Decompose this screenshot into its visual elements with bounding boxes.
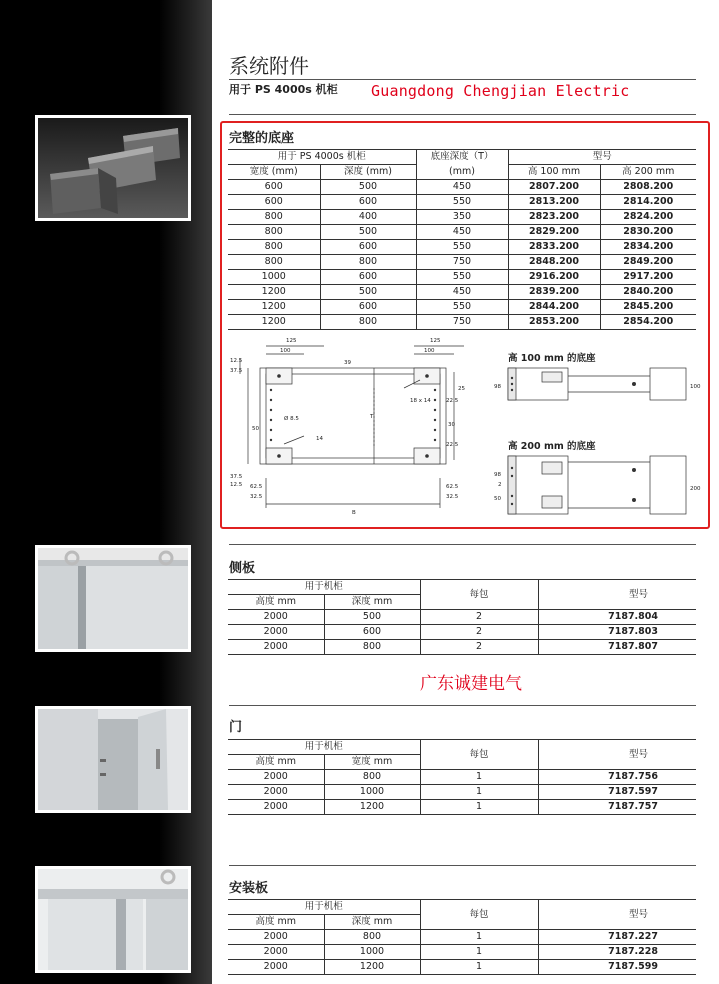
table-row [228,300,696,315]
cell-pack: 1 [420,770,538,785]
doors-rule [229,705,696,706]
cell-pack: 1 [420,945,538,960]
cell-a: 2000 [228,960,324,975]
cell-pack: 1 [420,785,538,800]
watermark-en: Guangdong Chengjian Electric [371,82,630,100]
dimension-drawing [224,328,708,524]
dim-22-5-b: 22.5 [446,442,459,448]
table-row [228,930,696,945]
mounting-plates-table [228,899,696,975]
table-row [228,210,696,225]
table-row [228,610,696,625]
base-width-cell: 800 [228,225,320,240]
table-row [228,800,696,815]
model-h200-cell: 2854.200 [600,315,696,330]
table-row [228,240,696,255]
base-t-cell: 450 [416,285,508,300]
model-h100-cell: 2839.200 [508,285,600,300]
dim-100-side: 100 [690,384,701,390]
model-h100-cell: 2807.200 [508,180,600,195]
header-rule [229,79,696,80]
cell-a: 2000 [228,610,324,625]
model-h200-cell: 2840.200 [600,285,696,300]
model-h200-cell: 2814.200 [600,195,696,210]
cell-b: 800 [324,640,420,655]
cell-model: 7187.803 [538,625,696,640]
header-group: 用于机柜 [304,901,343,912]
base-t-cell: 750 [416,315,508,330]
dim-25: 25 [458,386,465,392]
page-title: 系统附件 [229,54,309,78]
table-row [228,625,696,640]
cell-a: 2000 [228,785,324,800]
header-col1: 高度 mm [228,755,324,770]
cell-b: 1000 [324,785,420,800]
header-model: 型号 [538,740,696,770]
model-h200-cell: 2824.200 [600,210,696,225]
dim-32-5-a: 32.5 [250,494,263,500]
dim-39: 39 [344,360,351,366]
base-width-cell: 800 [228,240,320,255]
cell-b: 1200 [324,800,420,815]
base-depth-cell: 500 [320,225,416,240]
model-h100-cell: 2853.200 [508,315,600,330]
cell-pack: 2 [420,625,538,640]
base-width-cell: 1000 [228,270,320,285]
base-depth-cell: 400 [320,210,416,225]
cell-pack: 2 [420,610,538,625]
base-t-cell: 550 [416,300,508,315]
base-title: 完整的底座 [229,131,295,146]
base-table [228,149,696,330]
doors-title: 门 [229,720,243,735]
cell-b: 800 [324,930,420,945]
base-depth-cell: 600 [320,270,416,285]
header-col1: 高度 mm [228,915,324,930]
model-h200-cell: 2830.200 [600,225,696,240]
dim-30: 30 [448,422,455,428]
base-width-cell: 1200 [228,315,320,330]
label-200mm-base: 高 200 mm 的底座 [508,441,596,452]
dim-100-a: 100 [280,348,291,354]
header-group: 用于机柜 [304,741,343,752]
label-100mm-base: 高 100 mm 的底座 [508,353,596,364]
cell-model: 7187.597 [538,785,696,800]
dim-100-b: 100 [424,348,435,354]
table-row [228,785,696,800]
base-depth-cell: 500 [320,285,416,300]
table-row [228,945,696,960]
header-h100: 高 100 mm [508,165,600,180]
watermark-cn: 广东诚建电气 [420,674,522,694]
cell-b: 800 [324,770,420,785]
dim-62-5-b: 62.5 [446,484,459,490]
table-row [228,640,696,655]
dim-50-b: 50 [494,496,501,502]
header-rule-2 [229,114,696,115]
base-depth-cell: 600 [320,300,416,315]
cell-a: 2000 [228,625,324,640]
header-model: 型号 [538,580,696,610]
cell-model: 7187.227 [538,930,696,945]
model-h100-cell: 2848.200 [508,255,600,270]
table-row [228,770,696,785]
cell-pack: 1 [420,960,538,975]
model-h200-cell: 2834.200 [600,240,696,255]
mounting-plates-title: 安装板 [229,881,269,896]
side-panels-title: 侧板 [229,561,256,576]
model-h100-cell: 2829.200 [508,225,600,240]
base-depth-cell: 800 [320,255,416,270]
dim-50: 50 [252,426,259,432]
header-model: 型号 [508,150,696,165]
cell-b: 500 [324,610,420,625]
model-h100-cell: 2916.200 [508,270,600,285]
table-row [228,195,696,210]
dim-12-5-b: 12.5 [230,482,243,488]
header-col1: 高度 mm [228,595,324,610]
cell-pack: 1 [420,930,538,945]
dim-t: T [370,414,374,420]
dim-14: 14 [316,436,323,442]
model-h200-cell: 2808.200 [600,180,696,195]
base-width-cell: 800 [228,255,320,270]
header-base-depth: 底座深度（T） [416,150,508,165]
base-depth-cell: 800 [320,315,416,330]
door-photo [35,706,191,813]
side-panels-table [228,579,696,655]
cell-b: 1000 [324,945,420,960]
cell-model: 7187.599 [538,960,696,975]
base-width-cell: 1200 [228,285,320,300]
header-pack: 每包 [420,580,538,610]
cell-a: 2000 [228,930,324,945]
dim-22-5: 22.5 [446,398,459,404]
dim-98: 98 [494,384,501,390]
base-t-cell: 450 [416,180,508,195]
table-row [228,960,696,975]
dim-12-5-a: 12.5 [230,358,243,364]
base-t-cell: 450 [416,225,508,240]
model-h100-cell: 2844.200 [508,300,600,315]
dim-62-5-a: 62.5 [250,484,263,490]
model-h100-cell: 2823.200 [508,210,600,225]
cell-model: 7187.804 [538,610,696,625]
table-row [228,180,696,195]
base-t-cell: 750 [416,255,508,270]
base-width-cell: 600 [228,195,320,210]
cell-pack: 2 [420,640,538,655]
base-width-cell: 1200 [228,300,320,315]
header-unit: (mm) [416,165,508,180]
base-photo [35,115,191,221]
base-width-cell: 800 [228,210,320,225]
cell-a: 2000 [228,640,324,655]
base-depth-cell: 500 [320,180,416,195]
dim-98-b: 98 [494,472,501,478]
dim-37-5-b: 37.5 [230,474,243,480]
doors-table [228,739,696,815]
cell-a: 2000 [228,800,324,815]
dim-2: 2 [498,482,502,488]
header-group: 用于机柜 [304,581,343,592]
base-t-cell: 350 [416,210,508,225]
table-row [228,225,696,240]
model-h100-cell: 2833.200 [508,240,600,255]
base-t-cell: 550 [416,240,508,255]
model-h200-cell: 2845.200 [600,300,696,315]
base-width-cell: 600 [228,180,320,195]
side-panels-rule [229,544,696,545]
table-row [228,285,696,300]
table-row [228,255,696,270]
base-depth-cell: 600 [320,195,416,210]
header-col2: 深度 mm [324,915,420,930]
cell-a: 2000 [228,945,324,960]
cell-model: 7187.757 [538,800,696,815]
base-drawing [224,328,708,524]
header-pack: 每包 [420,740,538,770]
dim-125-b: 125 [430,338,441,344]
cell-model: 7187.807 [538,640,696,655]
base-t-cell: 550 [416,195,508,210]
header-col2: 深度 mm [324,595,420,610]
cell-b: 1200 [324,960,420,975]
dim-200-side: 200 [690,486,701,492]
model-h200-cell: 2849.200 [600,255,696,270]
cell-model: 7187.756 [538,770,696,785]
cell-a: 2000 [228,770,324,785]
header-h200: 高 200 mm [600,165,696,180]
dim-b: B [352,510,356,516]
header-depth: 深度 (mm) [320,165,416,180]
dim-phi-8-5: Ø 8.5 [284,416,299,422]
dim-18x14: 18 x 14 [410,398,431,404]
dim-37-5-a: 37.5 [230,368,243,374]
mounting-plate-photo [35,866,191,973]
cell-pack: 1 [420,800,538,815]
header-pack: 每包 [420,900,538,930]
dim-32-5-b: 32.5 [446,494,459,500]
model-h200-cell: 2917.200 [600,270,696,285]
mounting-plates-rule [229,865,696,866]
cell-b: 600 [324,625,420,640]
side-panel-photo [35,545,191,652]
header-enclosure: 用于 PS 4000s 机柜 [277,151,366,162]
base-depth-cell: 600 [320,240,416,255]
header-width: 宽度 (mm) [228,165,320,180]
base-t-cell: 550 [416,270,508,285]
header-col2: 宽度 mm [324,755,420,770]
dim-125-a: 125 [286,338,297,344]
page-subtitle: 用于 PS 4000s 机柜 [229,83,338,96]
model-h100-cell: 2813.200 [508,195,600,210]
header-model: 型号 [538,900,696,930]
table-row [228,270,696,285]
cell-model: 7187.228 [538,945,696,960]
